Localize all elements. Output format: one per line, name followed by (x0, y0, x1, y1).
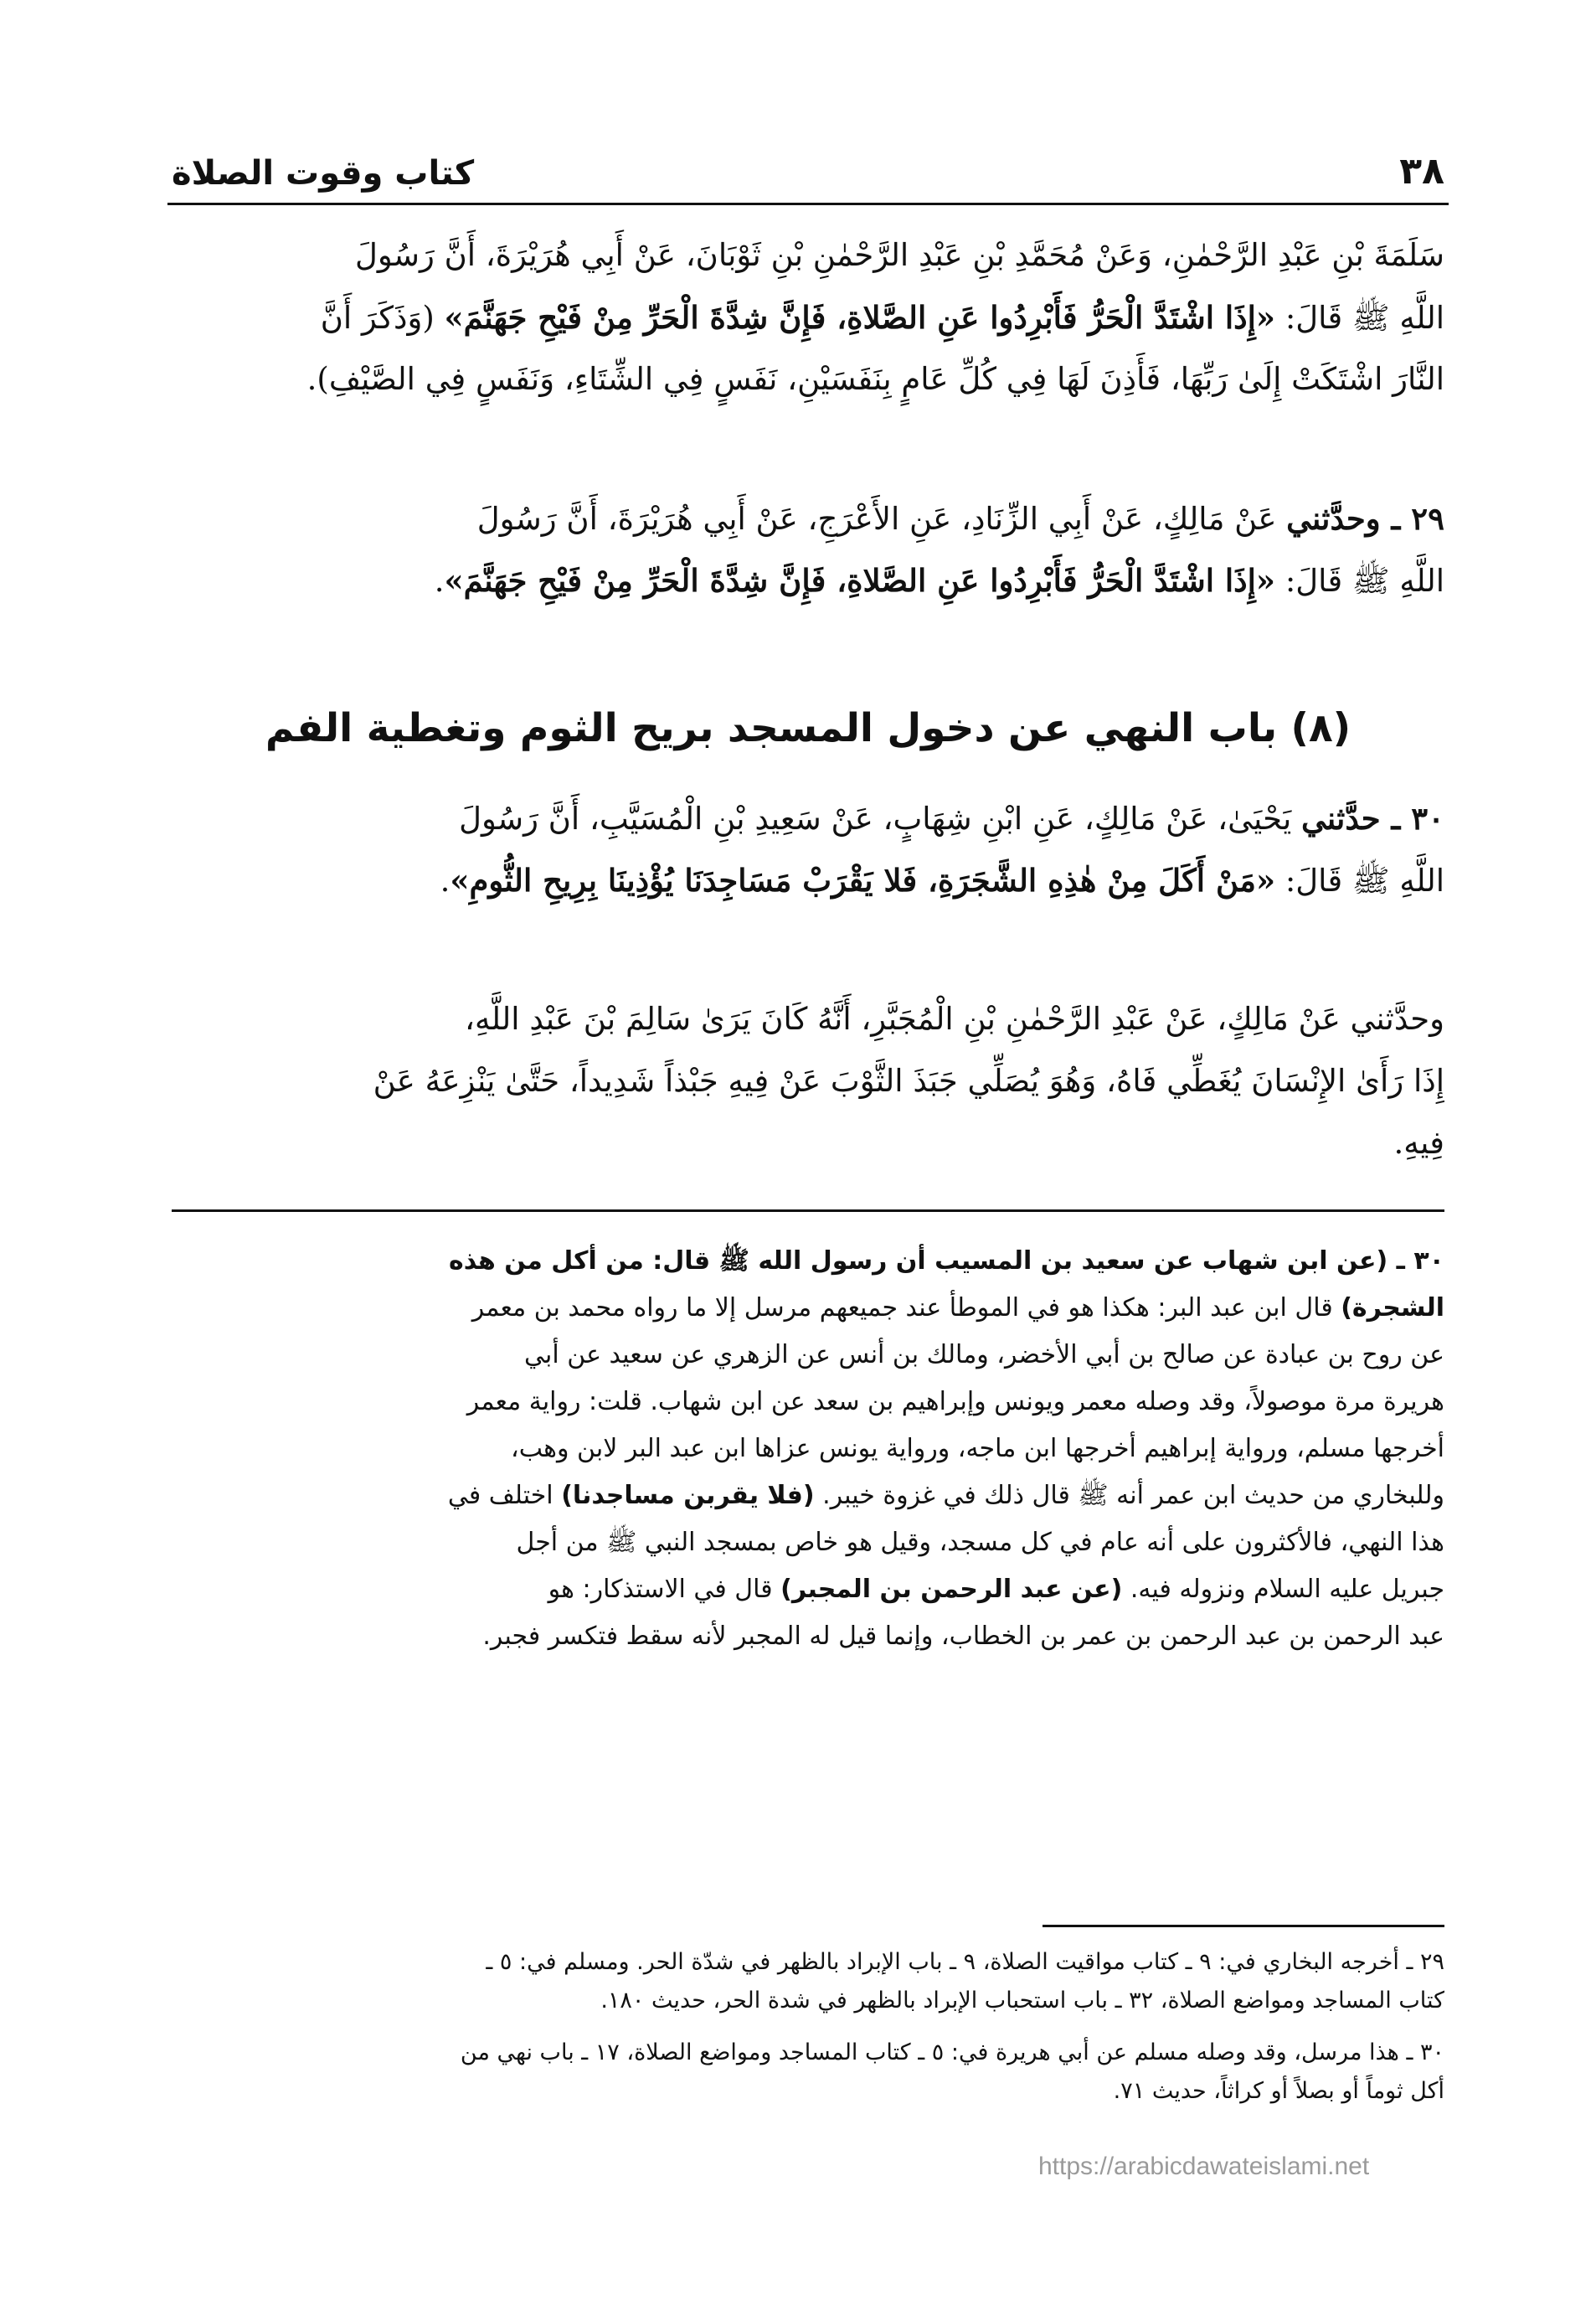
footnote-line: كتاب المساجد ومواضع الصلاة، ٣٢ ـ باب استحباب الإبراد بالظهر في شدة الحر، حديث ١٨٠. (600, 1988, 1444, 2014)
text-run: اللَّهِ ﷺ قَالَ: (1275, 563, 1444, 599)
footnotes (172, 1943, 1444, 2111)
text-line: ٣٠ ـ (عن ابن شهاب عن سعيد بن المسيب أن رسول الله ﷺ قال: من أكل من هذه (448, 1246, 1444, 1276)
commentary (172, 1238, 1444, 1660)
text-run: اختلف في (447, 1481, 562, 1510)
text-run: قال ابن عبد البر: هكذا هو في الموطأ عند جميعهم مرسل إلا ما رواه محمد بن معمر (471, 1293, 1341, 1323)
text-run: عَنْ مَالِكٍ، عَنْ أَبِي الزِّنَادِ، عَنِ الأَعْرَجِ، عَنْ أَبِي هُرَيْرَةَ، أَنَّ رَسُولَ (476, 501, 1287, 537)
text-line (172, 1472, 1444, 1519)
text-line: النَّارَ اشْتَكَتْ إِلَىٰ رَبِّهَا، فَأَذِنَ لَهَا فِي كُلِّ عَامٍ بِنَفَسَيْنِ، نَفَسٍ فِي الشِّتَاءِ، وَنَفَسٍ فِي الصَّيْفِ). (306, 361, 1444, 397)
prophetic-quote: «إِذَا اشْتَدَّ الْحَرُّ فَأَبْرِدُوا عَنِ الصَّلاةِ، فَإِنَّ شِدَّةَ الْحَرِّ مِنْ فَيْحِ جَهَنَّمَ» (444, 299, 1276, 336)
footnote-gap (172, 2020, 1444, 2034)
text-run: . (434, 563, 445, 599)
text-line: هذا النهي، فالأكثرون على أنه عام في كل مسجد، وقيل هو خاص بمسجد النبي ﷺ من أجل (516, 1528, 1444, 1557)
text-line: هريرة مرة موصولاً، وقد وصله معمر ويونس وإبراهيم بن سعد عن ابن شهاب. قلت: رواية معمر (466, 1387, 1444, 1416)
header-rule (167, 203, 1449, 205)
text-line (172, 849, 1444, 911)
text-line (172, 1566, 1444, 1613)
text-run: (عن عبد الرحمن بن المجبر) (780, 1575, 1123, 1604)
text-run: يَحْيَىٰ، عَنْ مَالِكٍ، عَنِ ابْنِ شِهَابٍ، عَنْ سَعِيدِ بْنِ الْمُسَيَّبِ، أَنَّ رَسُولَ (459, 801, 1302, 837)
hadith-number: ٣٠ ـ حدَّثني (1301, 800, 1444, 837)
text-run: اللَّهِ ﷺ قَالَ: (1275, 863, 1444, 899)
text-run: . (440, 863, 450, 899)
footnote-line: ٣٠ ـ هذا مرسل، وقد وصله مسلم عن أبي هريرة في: ٥ ـ كتاب المساجد ومواضع الصلاة، ١٧ ـ باب نهي من (460, 2039, 1444, 2065)
text-line (172, 549, 1444, 611)
text-line: سَلَمَةَ بْنِ عَبْدِ الرَّحْمٰنِ، وَعَنْ مُحَمَّدِ بْنِ عَبْدِ الرَّحْمٰنِ بْنِ ثَوْبَانَ، عَنْ أَبِي هُرَيْرَةَ، أَنَّ رَسُولَ (354, 237, 1444, 273)
text-run: (وَذَكَرَ أَنَّ (320, 300, 445, 336)
athar-salim (172, 988, 1444, 1174)
page-number: ٣٨ (1399, 150, 1444, 193)
text-line (172, 787, 1444, 849)
text-line: فِيهِ. (1393, 1125, 1444, 1161)
hadith-28-continuation (172, 224, 1444, 410)
text-run: جبريل عليه السلام ونزوله فيه. (1122, 1575, 1444, 1604)
text-line (172, 286, 1444, 348)
watermark-url: https://arabicdawateislami.net (1038, 2153, 1370, 2180)
hadith-30 (172, 787, 1444, 911)
text-run: (فلا يقربن مساجدنا) (561, 1481, 815, 1510)
page-header (172, 142, 1444, 193)
commentary-rule (172, 1209, 1444, 1212)
running-title: كتاب وقوت الصلاة (172, 154, 475, 193)
text-run: اللَّهِ ﷺ قَالَ: (1275, 300, 1444, 336)
chapter-heading: (٨) باب النهي عن دخول المسجد بريح الثوم وتغطية الفم (265, 705, 1351, 751)
text-run: الشجرة) (1341, 1293, 1444, 1323)
text-line: إِذَا رَأَىٰ الإِنْسَانَ يُغَطِّي فَاهُ، وَهُوَ يُصَلِّي جَبَذَ الثَّوْبَ عَنْ فِيهِ جَبْذاً شَدِيداً، حَتَّىٰ يَنْزِعَهُ عَنْ (373, 1063, 1444, 1099)
prophetic-quote: «إِذَا اشْتَدَّ الْحَرُّ فَأَبْرِدُوا عَنِ الصَّلاةِ، فَإِنَّ شِدَّةَ الْحَرِّ مِنْ فَيْحِ جَهَنَّمَ» (444, 562, 1276, 599)
text-line: عبد الرحمن بن عبد الرحمن بن عمر بن الخطاب، وإنما قيل له المجبر لأنه سقط فتكسر فجبر. (482, 1622, 1444, 1651)
hadith-number: ٢٩ ـ وحدَّثني (1286, 500, 1444, 537)
text-line (172, 487, 1444, 549)
text-run: وللبخاري من حديث ابن عمر أنه ﷺ قال ذلك في غزوة خيبر. (814, 1481, 1444, 1510)
text-line: أخرجها مسلم، ورواية إبراهيم أخرجها ابن ماجه، ورواية يونس عزاها ابن عبد البر لابن وهب، (511, 1434, 1444, 1463)
text-line: وحدَّثني عَنْ مَالِكٍ، عَنْ عَبْدِ الرَّحْمٰنِ بْنِ الْمُجَبَّرِ، أَنَّهُ كَانَ يَرَىٰ سَالِمَ بْنَ عَبْدِ اللَّهِ، (465, 1001, 1444, 1037)
hadith-29 (172, 487, 1444, 611)
text-line: عن روح بن عبادة عن صالح بن أبي الأخضر، ومالك بن أنس عن الزهري عن سعيد عن أبي (524, 1340, 1444, 1369)
text-line (172, 1285, 1444, 1332)
text-run: قال في الاستذكار: هو (548, 1575, 781, 1604)
footnote-line: ٢٩ ـ أخرجه البخاري في: ٩ ـ كتاب مواقيت الصلاة، ٩ ـ باب الإبراد بالظهر في شدّة الحر. ومسلم في: ٥ ـ (486, 1949, 1444, 1975)
footnote-rule (1043, 1925, 1444, 1927)
prophetic-quote: «مَنْ أَكَلَ مِنْ هٰذِهِ الشَّجَرَةِ، فَلا يَقْرَبْ مَسَاجِدَنَا يُؤْذِينَا بِرِيحِ الثُّومِ» (450, 862, 1276, 899)
footnote-line: أكل ثوماً أو بصلاً أو كراثاً، حديث ٧١. (1113, 2078, 1444, 2104)
